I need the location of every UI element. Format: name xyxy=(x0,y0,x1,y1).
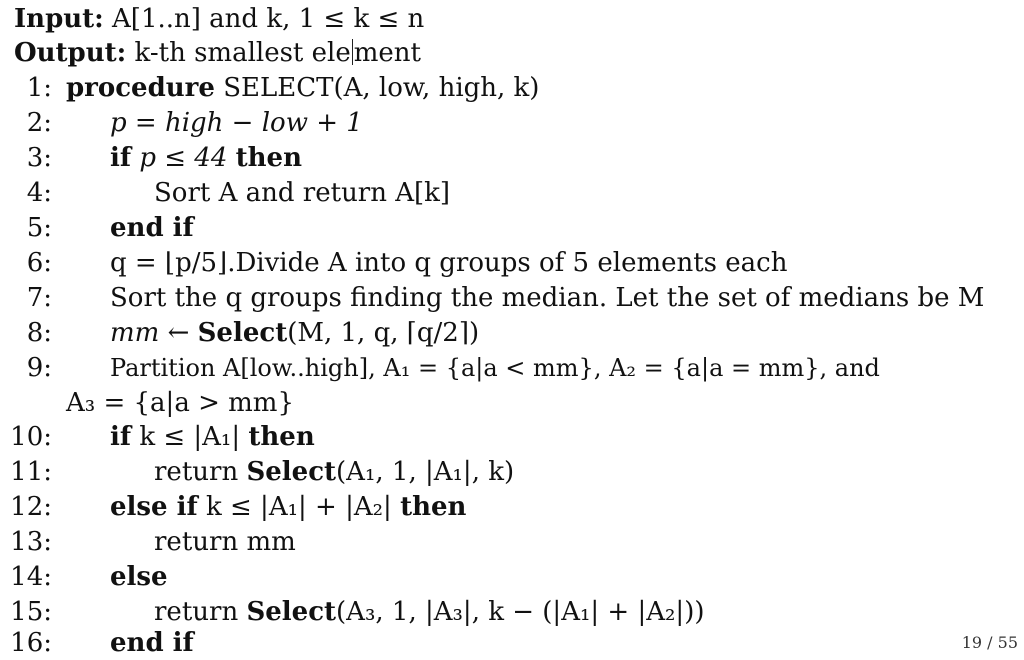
line-text: return mm xyxy=(154,527,296,557)
line-text: Sort the q groups finding the median. Let the set of medians be M xyxy=(110,283,985,313)
line-text-pre: return xyxy=(154,597,247,627)
line-text: k ≤ |A₁| xyxy=(139,422,241,452)
keyword: then xyxy=(400,492,467,522)
keyword: then xyxy=(235,143,302,173)
line-number: 15: xyxy=(10,597,52,627)
line-number: 11: xyxy=(10,457,52,487)
input-text: A[1..n] and k, 1 ≤ k ≤ n xyxy=(112,4,425,34)
line-number: 5: xyxy=(26,213,52,243)
line-text: p ≤ 44 xyxy=(139,143,228,173)
line-number: 6: xyxy=(26,248,52,278)
keyword: else xyxy=(110,562,168,592)
line-number: 2: xyxy=(26,108,52,138)
line-number: 9: xyxy=(26,353,52,383)
function-name: Select xyxy=(197,318,288,348)
line-number: 16: xyxy=(10,628,52,658)
output-label: Output: xyxy=(14,38,127,68)
input-label: Input: xyxy=(14,4,104,34)
keyword: else if xyxy=(110,492,198,522)
keyword: procedure xyxy=(66,73,215,103)
keyword: end if xyxy=(110,628,194,658)
line-number: 4: xyxy=(26,178,52,208)
line-number: 8: xyxy=(26,318,52,348)
line-number: 10: xyxy=(10,422,52,452)
line-text: k ≤ |A₁| + |A₂| xyxy=(205,492,392,522)
line-number: 13: xyxy=(10,527,52,557)
line-text: (M, 1, q, ⌈q/2⌉) xyxy=(287,318,480,348)
keyword: end if xyxy=(110,213,194,243)
line-text: SELECT(A, low, high, k) xyxy=(223,73,540,103)
line-text: q = ⌊p/5⌋.Divide A into q groups of 5 elements each xyxy=(110,248,788,278)
line-number: 12: xyxy=(10,492,52,522)
page-number: 19 / 55 xyxy=(961,633,1018,652)
line-number: 7: xyxy=(26,283,52,313)
line-text: (A₁, 1, |A₁|, k) xyxy=(336,457,515,487)
function-name: Select xyxy=(246,597,337,627)
line-number: 14: xyxy=(10,562,52,592)
line-text: Partition A[low..high], A₁ = {a|a < mm}, A₂ = {a|a = mm}, and xyxy=(110,354,880,382)
line-text: p = high − low + 1 xyxy=(110,108,363,138)
function-name: Select xyxy=(246,457,337,487)
output-text-a: k-th smallest ele xyxy=(134,38,351,68)
line-text: (A₃, 1, |A₃|, k − (|A₁| + |A₂|)) xyxy=(336,597,705,627)
line-text: Sort A and return A[k] xyxy=(154,178,451,208)
line-text: A₃ = {a|a > mm} xyxy=(66,388,294,418)
keyword: then xyxy=(248,422,315,452)
text-cursor xyxy=(352,39,353,65)
line-number: 1: xyxy=(26,73,52,103)
output-text-b: ment xyxy=(353,38,421,68)
line-number: 3: xyxy=(26,143,52,173)
keyword: if xyxy=(110,143,132,173)
line-text-pre: return xyxy=(154,457,247,487)
keyword: if xyxy=(110,422,132,452)
line-text-pre: mm ← xyxy=(110,318,198,348)
